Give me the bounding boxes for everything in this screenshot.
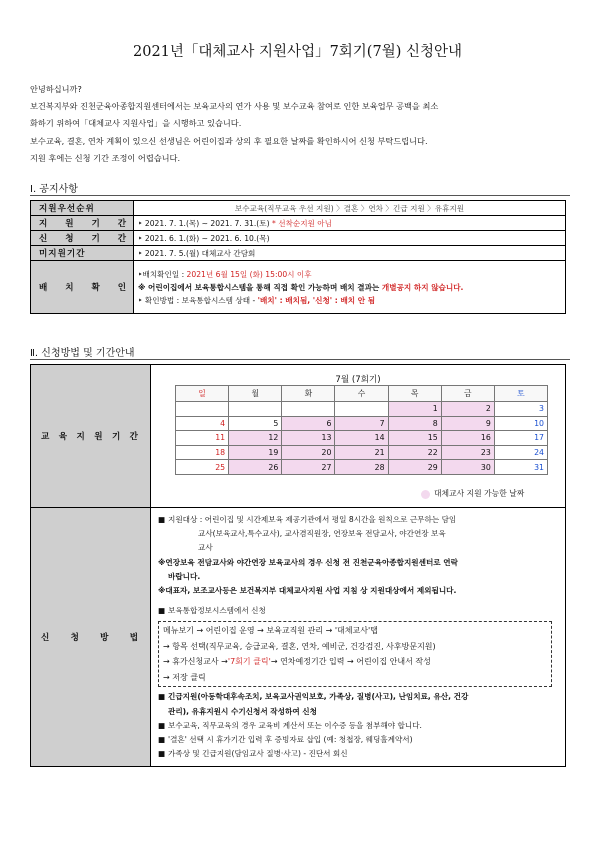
intro-line: 지원 후에는 신청 기간 조정이 어렵습니다.: [30, 152, 181, 163]
calendar-day: 21: [335, 445, 388, 460]
calendar-day: 29: [388, 460, 441, 475]
calendar-day: [282, 402, 335, 417]
priority-value: 보수교육(직무교육 우선 지원) 〉결혼 〉연차 〉긴급 지원 〉유휴지원: [134, 201, 566, 216]
bullet-4: [158, 747, 558, 761]
calendar-day: 26: [229, 460, 282, 475]
calendar-cell: [151, 365, 566, 508]
notice-row: [31, 201, 566, 216]
intro-line: 안녕하십니까?: [30, 84, 82, 94]
weekday-wed: 수: [335, 386, 388, 402]
target-line: [158, 513, 558, 527]
square-bullet-icon: ■: [158, 720, 166, 730]
section1-divider: [30, 195, 570, 196]
calendar-day: 30: [441, 460, 494, 475]
intro-text: [30, 81, 575, 167]
support-period-note: * 선착순지원 아님: [271, 218, 332, 228]
calendar-body: [176, 402, 548, 475]
calendar-day: 7: [335, 416, 388, 431]
method-label: 신 청 방 법: [31, 508, 151, 767]
notice-table: [30, 200, 566, 314]
weekday-tue: 화: [282, 386, 335, 402]
placement-date-prefix: ‣배치확인일 :: [138, 269, 187, 279]
calendar-row: [31, 365, 566, 508]
calendar-day: 27: [282, 460, 335, 475]
note1-b: 바랍니다.: [168, 571, 201, 581]
calendar-day: 22: [388, 445, 441, 460]
calendar-day: 11: [176, 431, 229, 446]
calendar-legend: [421, 488, 524, 499]
calendar-day: 25: [176, 460, 229, 475]
bullet-2: [158, 719, 558, 733]
calendar-day: 13: [282, 431, 335, 446]
notice-label: 신 청 기 간: [31, 231, 134, 246]
calendar-week: [176, 402, 548, 417]
method-row: [31, 508, 566, 767]
calendar-day: [335, 402, 388, 417]
placement-date: 2021년 6월 15일 (화) 15:00시 이후: [186, 269, 312, 279]
legend-text: 대체교사 지원 가능한 날짜: [434, 489, 525, 498]
calendar-day: 16: [441, 431, 494, 446]
calendar-grid: [175, 385, 548, 475]
calendar-day: 19: [229, 445, 282, 460]
weekday-fri: 금: [441, 386, 494, 402]
available-dot-icon: [421, 490, 430, 499]
section1-heading: Ⅰ. 공지사항: [30, 184, 78, 195]
page-title: 2021년「대체교사 지원사업」7회기(7월) 신청안내: [133, 44, 462, 60]
calendar-label: 교 육 지 원 기 간: [31, 365, 151, 508]
calendar-week: [176, 431, 548, 446]
calendar-day: 2: [441, 402, 494, 417]
square-bullet-icon: ■: [158, 749, 166, 759]
bullet-2-text: 보수교육, 직무교육의 경우 교육비 계산서 또는 이수증 등을 첨부해야 합니다.: [168, 720, 422, 730]
calendar-day: 20: [282, 445, 335, 460]
calendar-title: 7월 (7회기): [335, 375, 381, 385]
method-table: [30, 364, 566, 767]
method-cell: [151, 508, 566, 767]
calendar-day: 1: [388, 402, 441, 417]
calendar-day: 23: [441, 445, 494, 460]
note1-a: ※연장보육 전담교사와 야간연장 보육교사의 경우 신청 전 진천군육아종합지원센터로 연락: [158, 557, 458, 567]
placement-method-red: '배치' : 배치됨, '신청' : 배치 안 됨: [257, 295, 376, 305]
calendar-day: 15: [388, 431, 441, 446]
calendar-day: 5: [229, 416, 282, 431]
intro-line: 보수교육, 결혼, 연차 계획이 있으신 선생님은 어린이집과 상의 후 필요한 날짜를 확인하시어 신청 부탁드립니다.: [30, 135, 428, 146]
bullet-3-text: '결혼' 선택 시 휴가기간 입력 후 증빙자료 삽입 (예: 청첩장, 웨딩홀계약서): [168, 735, 413, 745]
step3-prefix: → 휴가신청교사 →: [163, 657, 228, 667]
section2-heading: Ⅱ. 신청방법 및 기간안내: [30, 348, 135, 359]
support-period-dates: ‣ 2021. 7. 1.(목) ~ 2021. 7. 31.(토): [138, 218, 270, 228]
intro-line: 화하기 위하여「대체교사 지원사업」을 시행하고 있습니다.: [30, 118, 242, 129]
placement-check-value: [134, 261, 566, 314]
calendar-week: [176, 445, 548, 460]
square-bullet-icon: ■: [158, 692, 166, 702]
step-line-3: [163, 654, 547, 670]
square-bullet-icon: ■: [158, 735, 166, 745]
calendar-day: 12: [229, 431, 282, 446]
method-content: [152, 509, 564, 765]
calendar-day: 10: [494, 416, 547, 431]
unsupported-period-value: ‣ 2021. 7. 5.(월) 대체교사 간담회: [134, 246, 566, 261]
intro-line: 보건복지부와 진천군육아종합지원센터에서는 보육교사의 연가 사용 및 보수교육 참여로 인한 보육업무 공백을 최소: [30, 101, 439, 112]
weekday-sat: 토: [494, 386, 547, 402]
calendar-day: [229, 402, 282, 417]
calendar-day: 31: [494, 460, 547, 475]
system-steps-box: [158, 621, 552, 687]
calendar-day: 24: [494, 445, 547, 460]
placement-method-line: [138, 294, 561, 307]
target-text: 지원대상 : 어린이집 및 시간제보육 제공기관에서 평일 8시간을 원칙으로 근무하는 담임: [168, 515, 457, 524]
bullet-4-text: 가족상 및 긴급지원(담임교사 질병·사고) - 진단서 회신: [168, 749, 348, 759]
section2-divider: [30, 359, 570, 360]
calendar-day: 4: [176, 416, 229, 431]
placement-method-prefix: ‣ 확인방법 : 보육통합시스템 상태 -: [138, 295, 258, 305]
square-bullet-icon: ■: [158, 606, 166, 616]
weekday-row: [176, 386, 548, 402]
calendar-week: [176, 416, 548, 431]
notice-row: [31, 261, 566, 314]
calendar-week: [176, 460, 548, 475]
system-head: [158, 604, 558, 618]
square-bullet-icon: ■: [158, 515, 166, 524]
bullet-1: [158, 690, 558, 704]
notice-label: 미지원기간: [31, 246, 134, 261]
weekday-sun: 일: [176, 386, 229, 402]
calendar-day: 17: [494, 431, 547, 446]
calendar-day: 8: [388, 416, 441, 431]
note2: ※대표자, 보조교사등은 보건복지부 대체교사지원 사업 지침 상 지원대상에서 제외됩니다.: [158, 586, 457, 596]
placement-date-line: [138, 268, 561, 281]
notice-row: [31, 231, 566, 246]
notice-label: 배 치 확 인: [31, 261, 134, 314]
calendar-wrap: [151, 365, 565, 507]
notice-row: [31, 246, 566, 261]
step3-highlight: '7회기 클릭': [227, 657, 271, 667]
calendar-day: 28: [335, 460, 388, 475]
step-line-4: → 저장 클릭: [163, 672, 206, 682]
support-period-value: [134, 216, 566, 231]
weekday-thu: 목: [388, 386, 441, 402]
system-head-text: 보육통합정보시스템에서 신청: [168, 606, 266, 616]
calendar-day: 14: [335, 431, 388, 446]
target-line-3: 교사: [198, 543, 213, 553]
step-line-1: 메뉴보기 → 어린이집 운영 → 보육교직원 관리 → '대체교사'탭: [163, 626, 378, 636]
bullet-1-cont: 관리), 유휴지원시 수기신청서 작성하여 신청: [168, 706, 317, 716]
calendar-day: 6: [282, 416, 335, 431]
placement-note-red: 개별공지 하지 않습니다.: [381, 282, 464, 292]
placement-note-line: [138, 281, 561, 294]
weekday-mon: 월: [229, 386, 282, 402]
placement-note-prefix: ※ 어린이집에서 보육통합시스템을 통해 직접 확인 가능하며 배치 결과는: [138, 282, 382, 292]
notice-label: 지원우선순위: [31, 201, 134, 216]
bullet-3: [158, 733, 558, 747]
bullet-1-text: 긴급지원(아동학대후속조치, 보육교사권익보호, 가족상, 질병(사고), 난임치료, 유산, 건강: [168, 692, 469, 702]
target-line-2: 교사(보육교사,특수교사), 교사겸직원장, 연장보육 전담교사, 야간연장 보육: [198, 529, 446, 539]
calendar-day: 18: [176, 445, 229, 460]
step3-suffix: → 연차예정기간 입력 → 어린이집 안내서 작성: [270, 657, 431, 667]
notice-label: 지 원 기 간: [31, 216, 134, 231]
calendar-day: 3: [494, 402, 547, 417]
calendar-day: 9: [441, 416, 494, 431]
apply-period-value: ‣ 2021. 6. 1.(화) ~ 2021. 6. 10.(목): [134, 231, 566, 246]
calendar-day: [176, 402, 229, 417]
notice-row: [31, 216, 566, 231]
step-line-2: → 항목 선택(직무교육, 승급교육, 결혼, 연차, 예비군, 건강검진, 사후방문지원): [163, 641, 436, 651]
